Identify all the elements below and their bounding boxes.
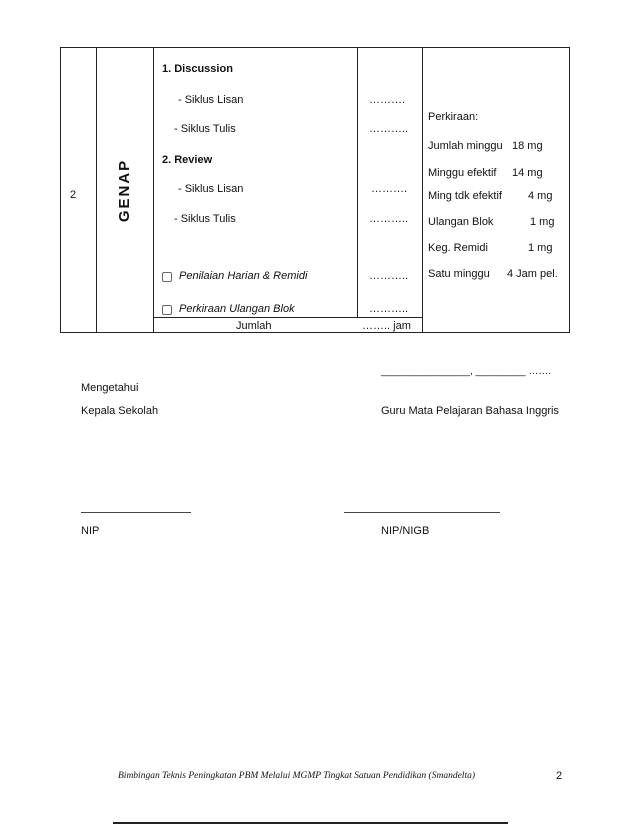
page-number: 2 [556,770,563,782]
estimate-value-effective-weeks: 14 mg [512,167,543,179]
col-divider-2 [153,47,154,333]
review-heading: 2. Review [162,154,213,166]
estimate-label-block-exam: Ulangan Blok [428,216,494,228]
teacher-signature-line [344,512,500,513]
review-value-lisan: ………. [371,183,408,195]
total-value: …….. jam [362,320,411,332]
estimate-value-block-exam: 1 mg [530,216,555,228]
review-value-tulis: ……….. [369,213,409,225]
discussion-item-lisan: - Siklus Lisan [178,94,244,106]
semester-label [96,48,153,332]
discussion-value-lisan: ………. [369,94,406,106]
col-divider-4 [422,47,423,333]
estimate-title: Perkiraan: [428,111,479,123]
estimate-label-effective-weeks: Minggu efektif [428,167,497,179]
teacher-title: Guru Mata Pelajaran Bahasa Inggris [381,405,559,417]
estimate-label-remedial: Keg. Remidi [428,242,488,254]
col-divider-3 [357,47,358,318]
estimate-value-one-week: 4 Jam pel. [507,268,558,280]
discussion-heading: 1. Discussion [162,63,233,75]
block-exam-item: Perkiraan Ulangan Blok [179,303,295,315]
total-label: Jumlah [236,320,272,332]
teacher-id-label: NIP/NIGB [381,525,430,537]
discussion-item-tulis: - Siklus Tulis [174,123,236,135]
table-border-right [569,47,570,333]
block-exam-value: ……….. [369,303,409,315]
estimate-value-noneffective-weeks: 4 mg [528,190,553,202]
estimate-label-total-weeks: Jumlah minggu [428,140,503,152]
principal-id-label: NIP [81,525,100,537]
estimate-value-total-weeks: 18 mg [512,140,543,152]
principal-title: Kepala Sekolah [81,405,159,417]
discussion-value-tulis: ……….. [369,123,409,135]
footer-text: Bimbingan Teknis Peningkatan PBM Melalui MGMP Tingkat Satuan Pendidikan (Smandelta) [118,771,475,781]
estimate-label-one-week: Satu minggu [428,268,490,280]
acknowledge-label: Mengetahui [81,382,139,394]
footer-rule [113,822,508,824]
estimate-value-remedial: 1 mg [528,242,553,254]
row-number: 2 [70,189,77,201]
block-exam-checkbox [162,305,172,315]
principal-signature-line [81,512,191,513]
place-date-line: ________________, _________ ……. [381,366,552,377]
estimate-label-noneffective-weeks: Ming tdk efektif [428,190,502,202]
table-border-left [60,47,61,333]
assessment-item: Penilaian Harian & Remidi [179,270,308,282]
table-border-bottom [60,332,570,333]
review-item-tulis: - Siklus Tulis [174,213,236,225]
assessment-value: ……….. [369,270,409,282]
total-row-divider [153,317,422,318]
semester-text: GENAP [116,158,133,222]
review-item-lisan: - Siklus Lisan [178,183,244,195]
assessment-checkbox [162,272,172,282]
